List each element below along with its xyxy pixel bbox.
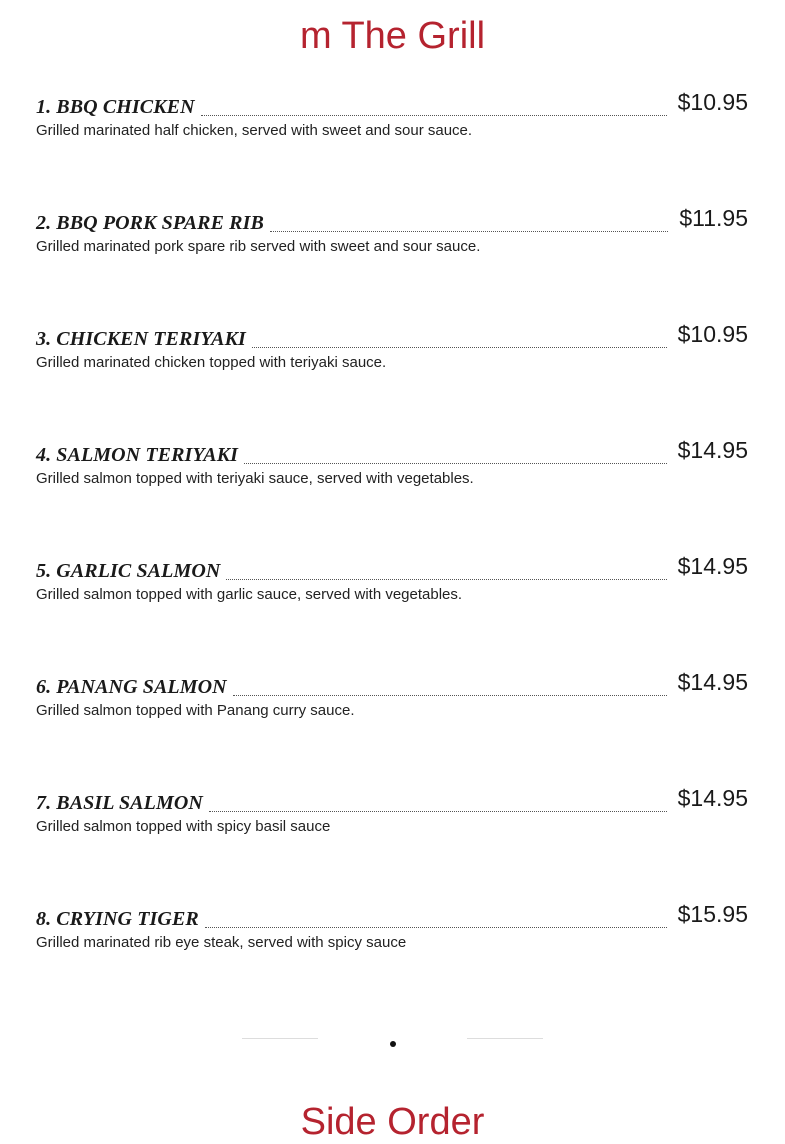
dotted-leader [209, 810, 667, 812]
section-divider [0, 1037, 785, 1051]
menu-item [36, 554, 748, 670]
menu-item [36, 670, 748, 786]
menu-item-header [36, 554, 748, 584]
menu-item-header [36, 322, 748, 352]
menu-item-description: Grilled salmon topped with garlic sauce, served with vegetables. [36, 586, 463, 603]
dotted-leader [270, 230, 668, 232]
dotted-leader [205, 926, 667, 928]
menu-item-price: $14.95 [677, 669, 748, 695]
menu-item [36, 206, 748, 322]
menu-item-price: $10.95 [677, 321, 748, 347]
divider-dot-icon [390, 1041, 396, 1047]
menu-item-description: Grilled marinated half chicken, served with sweet and sour sauce. [36, 122, 473, 139]
menu-item-price: $11.95 [679, 205, 748, 231]
menu-item-header [36, 902, 748, 932]
menu-item [36, 786, 748, 902]
menu-item-name: 2. BBQ PORK SPARE RIB [36, 212, 264, 234]
menu-item-header [36, 786, 748, 816]
divider-line-right [467, 1038, 543, 1039]
dotted-leader [201, 114, 667, 116]
menu-item-price: $14.95 [677, 553, 748, 579]
menu-item-name: 1. BBQ CHICKEN [36, 96, 195, 118]
menu-item-header [36, 670, 748, 700]
menu-item-name: 8. CRYING TIGER [36, 908, 199, 930]
menu-item-description: Grilled salmon topped with teriyaki sauce, served with vegetables. [36, 470, 474, 487]
menu-item-name: 6. PANANG SALMON [36, 676, 227, 698]
section-title-the-grill: m The Grill [299, 15, 486, 57]
menu-item-price: $14.95 [677, 437, 748, 463]
section-title-side-order: Side Order [300, 1101, 485, 1143]
menu-item-name: 7. BASIL SALMON [36, 792, 203, 814]
dotted-leader [233, 694, 667, 696]
menu-item-price: $14.95 [677, 785, 748, 811]
menu-item-name: 3. CHICKEN TERIYAKI [36, 328, 246, 350]
menu-item-description: Grilled marinated rib eye steak, served with spicy sauce [36, 934, 407, 951]
menu-item [36, 902, 748, 1018]
menu-item-price: $15.95 [677, 901, 748, 927]
menu-item [36, 90, 748, 206]
menu-item-description: Grilled marinated chicken topped with teriyaki sauce. [36, 354, 387, 371]
menu-list [36, 90, 748, 1018]
menu-item-name: 5. GARLIC SALMON [36, 560, 221, 582]
dotted-leader [226, 578, 666, 580]
menu-item-header [36, 206, 748, 236]
menu-item-description: Grilled marinated pork spare rib served with sweet and sour sauce. [36, 238, 481, 255]
dotted-leader [252, 346, 667, 348]
menu-item-header [36, 438, 748, 468]
menu-item-price: $10.95 [677, 89, 748, 115]
menu-item [36, 438, 748, 554]
dotted-leader [244, 462, 667, 464]
menu-item-name: 4. SALMON TERIYAKI [36, 444, 239, 466]
menu-item-description: Grilled salmon topped with Panang curry sauce. [36, 702, 355, 719]
menu-item-header [36, 90, 748, 120]
menu-item-description: Grilled salmon topped with spicy basil sauce [36, 818, 331, 835]
menu-item [36, 322, 748, 438]
divider-line-left [242, 1038, 318, 1039]
